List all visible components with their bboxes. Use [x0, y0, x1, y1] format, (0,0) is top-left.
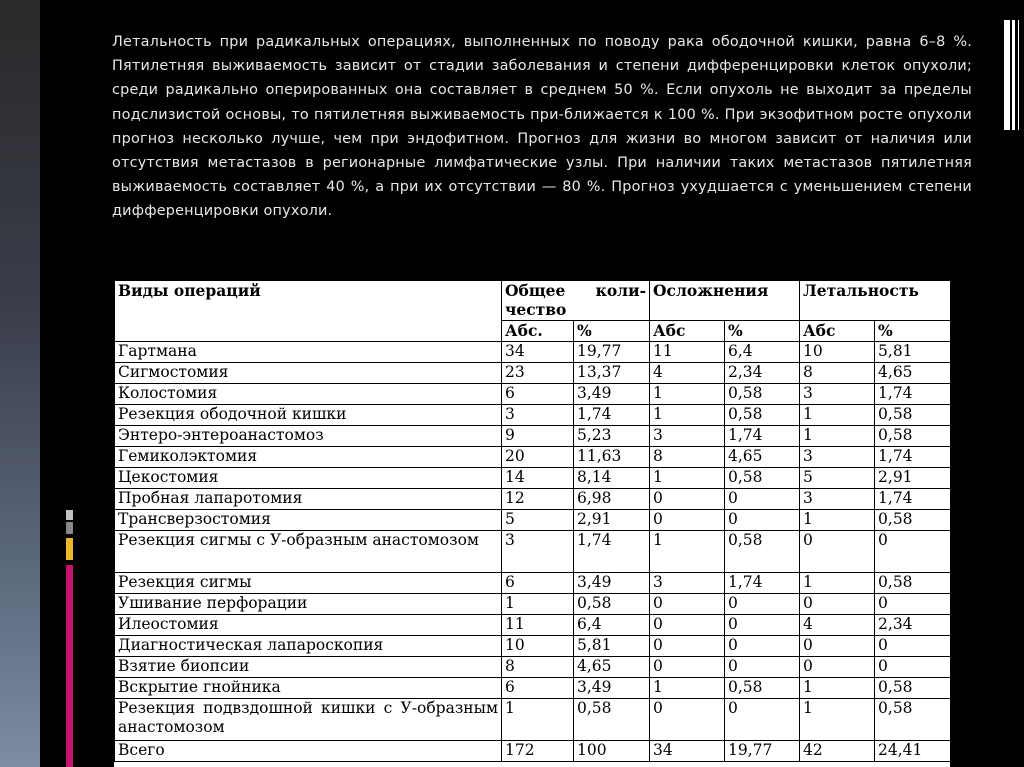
cell-leth-pct: 2,34 [875, 615, 950, 636]
cell-operation: Вскрытие гнойника [115, 678, 502, 699]
cell-leth-pct: 0 [875, 594, 950, 615]
cell-compl-pct: 1,74 [725, 573, 800, 594]
cell-leth-abs: 3 [800, 489, 875, 510]
cell-leth-pct: 1,74 [875, 447, 950, 468]
cell-compl-pct: 0 [725, 657, 800, 678]
table-row [115, 426, 951, 447]
table-row [115, 468, 951, 489]
cell-operation: Колостомия [115, 384, 502, 405]
header-complications: Осложнения [650, 281, 800, 321]
cell-operation: Резекция сигмы с У-образным анастомозом [115, 531, 502, 573]
cell-leth-pct: 2,91 [875, 468, 950, 489]
cell-total-abs: 6 [502, 573, 574, 594]
cell-operation: Резекция ободочной кишки [115, 405, 502, 426]
cell-compl-pct: 4,65 [725, 447, 800, 468]
cell-leth-pct: 0,58 [875, 405, 950, 426]
cell-total-abs: 172 [502, 741, 574, 762]
cell-total-abs: 9 [502, 426, 574, 447]
cell-leth-pct: 5,81 [875, 342, 950, 363]
cell-leth-pct: 0,58 [875, 678, 950, 699]
cell-compl-pct: 0 [725, 594, 800, 615]
cell-total-abs: 23 [502, 363, 574, 384]
header-total-count: Общее коли-чество [502, 281, 650, 321]
cell-compl-pct: 6,4 [725, 342, 800, 363]
cell-leth-abs: 1 [800, 426, 875, 447]
cell-leth-abs: 8 [800, 363, 875, 384]
cell-total-pct: 8,14 [574, 468, 650, 489]
cell-total-abs: 3 [502, 531, 574, 573]
cell-leth-pct: 0,58 [875, 510, 950, 531]
corner-stripe-1 [1004, 20, 1010, 130]
cell-compl-abs: 1 [650, 405, 725, 426]
cell-operation: Взятие биопсии [115, 657, 502, 678]
cell-total-abs: 1 [502, 699, 574, 741]
cell-total-pct: 1,74 [574, 531, 650, 573]
cell-leth-abs: 1 [800, 699, 875, 741]
cell-leth-pct: 0,58 [875, 699, 950, 741]
cell-operation: Энтеро-энтероанастомоз [115, 426, 502, 447]
cell-compl-pct: 0,58 [725, 531, 800, 573]
cell-leth-pct: 24,41 [875, 741, 950, 762]
cell-total-pct: 6,98 [574, 489, 650, 510]
cell-operation: Гартмана [115, 342, 502, 363]
cell-leth-pct: 0,58 [875, 426, 950, 447]
cell-leth-pct: 0 [875, 531, 950, 573]
accent-gray-1 [66, 510, 73, 520]
cell-compl-abs: 1 [650, 531, 725, 573]
cell-operation: Всего [115, 741, 502, 762]
cell-leth-pct: 1,74 [875, 489, 950, 510]
cell-compl-abs: 0 [650, 489, 725, 510]
cell-total-pct: 3,49 [574, 384, 650, 405]
cell-compl-abs: 3 [650, 573, 725, 594]
cell-total-pct: 0,58 [574, 594, 650, 615]
cell-compl-pct: 2,34 [725, 363, 800, 384]
cell-total-abs: 6 [502, 384, 574, 405]
cell-compl-abs: 0 [650, 594, 725, 615]
cell-leth-abs: 1 [800, 510, 875, 531]
table-row [115, 342, 951, 363]
cell-compl-pct: 0 [725, 636, 800, 657]
table-row [115, 615, 951, 636]
cell-total-abs: 12 [502, 489, 574, 510]
table-row [115, 363, 951, 384]
cell-compl-abs: 0 [650, 699, 725, 741]
cell-operation: Пробная лапаротомия [115, 489, 502, 510]
cell-total-abs: 3 [502, 405, 574, 426]
cell-total-pct: 13,37 [574, 363, 650, 384]
cell-total-abs: 5 [502, 510, 574, 531]
cell-compl-abs: 0 [650, 615, 725, 636]
cell-leth-abs: 1 [800, 405, 875, 426]
cell-compl-pct: 1,74 [725, 426, 800, 447]
cell-total-abs: 20 [502, 447, 574, 468]
cell-leth-abs: 0 [800, 594, 875, 615]
cell-total-abs: 8 [502, 657, 574, 678]
cell-total-pct: 19,77 [574, 342, 650, 363]
table-row [115, 573, 951, 594]
cell-operation: Трансверзостомия [115, 510, 502, 531]
cell-leth-abs: 1 [800, 573, 875, 594]
cell-operation: Ушивание перфорации [115, 594, 502, 615]
left-gradient-bar [0, 0, 40, 767]
cell-compl-pct: 0,58 [725, 384, 800, 405]
cell-leth-abs: 42 [800, 741, 875, 762]
cell-total-pct: 1,74 [574, 405, 650, 426]
cell-total-abs: 10 [502, 636, 574, 657]
table-row [115, 636, 951, 657]
cell-total-pct: 2,91 [574, 510, 650, 531]
cell-total-pct: 11,63 [574, 447, 650, 468]
cell-operation: Гемиколэктомия [115, 447, 502, 468]
table-row [115, 510, 951, 531]
cell-compl-pct: 0,58 [725, 468, 800, 489]
intro-paragraph: Летальность при радикальных операциях, выполненных по поводу рака ободочной кишки, равна 6–8 %. Пятилетняя выживаемость зависит от стадии заболевания и степени дифференцировки клеток опухоли; среди радикально оперированных она составляет в среднем 50 %. Если опухоль не выходит за пределы подслизистой основы, то пятилетняя выживаемость при-ближается к 100 %. При экзофитном росте опухоли прогноз несколько лучше, чем при эндофитном. Прогноз для жизни во многом зависит от наличия или отсутствия метастазов в регионарные лимфатические узлы. При наличии таких метастазов пятилетняя выживаемость составляет 40 %, а при их отсутствии — 80 %. Прогноз ухудшается с уменьшением степени дифференцировки опухоли. [112, 34, 972, 220]
cell-leth-abs: 0 [800, 636, 875, 657]
cell-leth-abs: 3 [800, 384, 875, 405]
cell-compl-pct: 0,58 [725, 405, 800, 426]
sidebar-strip [40, 0, 66, 767]
cell-compl-abs: 3 [650, 426, 725, 447]
cell-operation: Диагностическая лапароскопия [115, 636, 502, 657]
cell-compl-abs: 1 [650, 468, 725, 489]
cell-total-pct: 3,49 [574, 573, 650, 594]
cell-total-abs: 34 [502, 342, 574, 363]
cell-leth-pct: 1,74 [875, 384, 950, 405]
accent-gray-2 [66, 522, 73, 534]
subheader-leth-abs: Абс [800, 321, 875, 342]
table-row [115, 594, 951, 615]
cell-operation: Резекция подвздошной кишки с У-образным анастомозом [115, 699, 502, 741]
table-row [115, 384, 951, 405]
subheader-compl-pct: % [725, 321, 800, 342]
cell-leth-abs: 3 [800, 447, 875, 468]
cell-compl-abs: 1 [650, 384, 725, 405]
header-lethality: Летальность [800, 281, 950, 321]
cell-total-abs: 6 [502, 678, 574, 699]
subheader-leth-pct: % [875, 321, 950, 342]
table-row [115, 678, 951, 699]
cell-compl-abs: 0 [650, 657, 725, 678]
cell-total-abs: 1 [502, 594, 574, 615]
table-header-row [115, 281, 951, 321]
cell-operation: Цекостомия [115, 468, 502, 489]
header-operation-types: Виды операций [115, 281, 502, 342]
cell-leth-abs: 4 [800, 615, 875, 636]
cell-total-pct: 4,65 [574, 657, 650, 678]
cell-total-abs: 14 [502, 468, 574, 489]
table-row [115, 447, 951, 468]
cell-leth-pct: 0,58 [875, 573, 950, 594]
cell-total-pct: 3,49 [574, 678, 650, 699]
cell-compl-pct: 0,58 [725, 678, 800, 699]
cell-compl-pct: 0 [725, 615, 800, 636]
corner-stripe-3 [1018, 20, 1019, 130]
cell-operation: Резекция сигмы [115, 573, 502, 594]
cell-total-pct: 6,4 [574, 615, 650, 636]
operations-table-container [114, 280, 950, 767]
cell-leth-abs: 1 [800, 678, 875, 699]
table-row [115, 489, 951, 510]
cell-operation: Илеостомия [115, 615, 502, 636]
cell-total-pct: 5,81 [574, 636, 650, 657]
table-row [115, 657, 951, 678]
cell-leth-abs: 0 [800, 657, 875, 678]
cell-leth-abs: 0 [800, 531, 875, 573]
cell-leth-pct: 4,65 [875, 363, 950, 384]
cell-leth-pct: 0 [875, 657, 950, 678]
accent-magenta [66, 565, 73, 767]
cell-compl-pct: 0 [725, 510, 800, 531]
cell-total-abs: 11 [502, 615, 574, 636]
cell-compl-pct: 19,77 [725, 741, 800, 762]
corner-stripe-2 [1012, 20, 1015, 130]
cell-leth-pct: 0 [875, 636, 950, 657]
cell-compl-pct: 0 [725, 699, 800, 741]
cell-compl-abs: 8 [650, 447, 725, 468]
cell-compl-pct: 0 [725, 489, 800, 510]
cell-total-pct: 5,23 [574, 426, 650, 447]
table-row [115, 405, 951, 426]
cell-compl-abs: 0 [650, 636, 725, 657]
cell-compl-abs: 34 [650, 741, 725, 762]
operations-table [114, 280, 950, 762]
cell-total-pct: 0,58 [574, 699, 650, 741]
cell-compl-abs: 11 [650, 342, 725, 363]
accent-yellow [66, 538, 73, 560]
table-row [115, 531, 951, 573]
table-row [115, 699, 951, 741]
subheader-compl-abs: Абс [650, 321, 725, 342]
cell-compl-abs: 0 [650, 510, 725, 531]
cell-leth-abs: 10 [800, 342, 875, 363]
subheader-total-abs: Абс. [502, 321, 574, 342]
cell-leth-abs: 5 [800, 468, 875, 489]
cell-compl-abs: 4 [650, 363, 725, 384]
cell-operation: Сигмостомия [115, 363, 502, 384]
subheader-total-pct: % [574, 321, 650, 342]
cell-total-pct: 100 [574, 741, 650, 762]
cell-compl-abs: 1 [650, 678, 725, 699]
table-row [115, 741, 951, 762]
